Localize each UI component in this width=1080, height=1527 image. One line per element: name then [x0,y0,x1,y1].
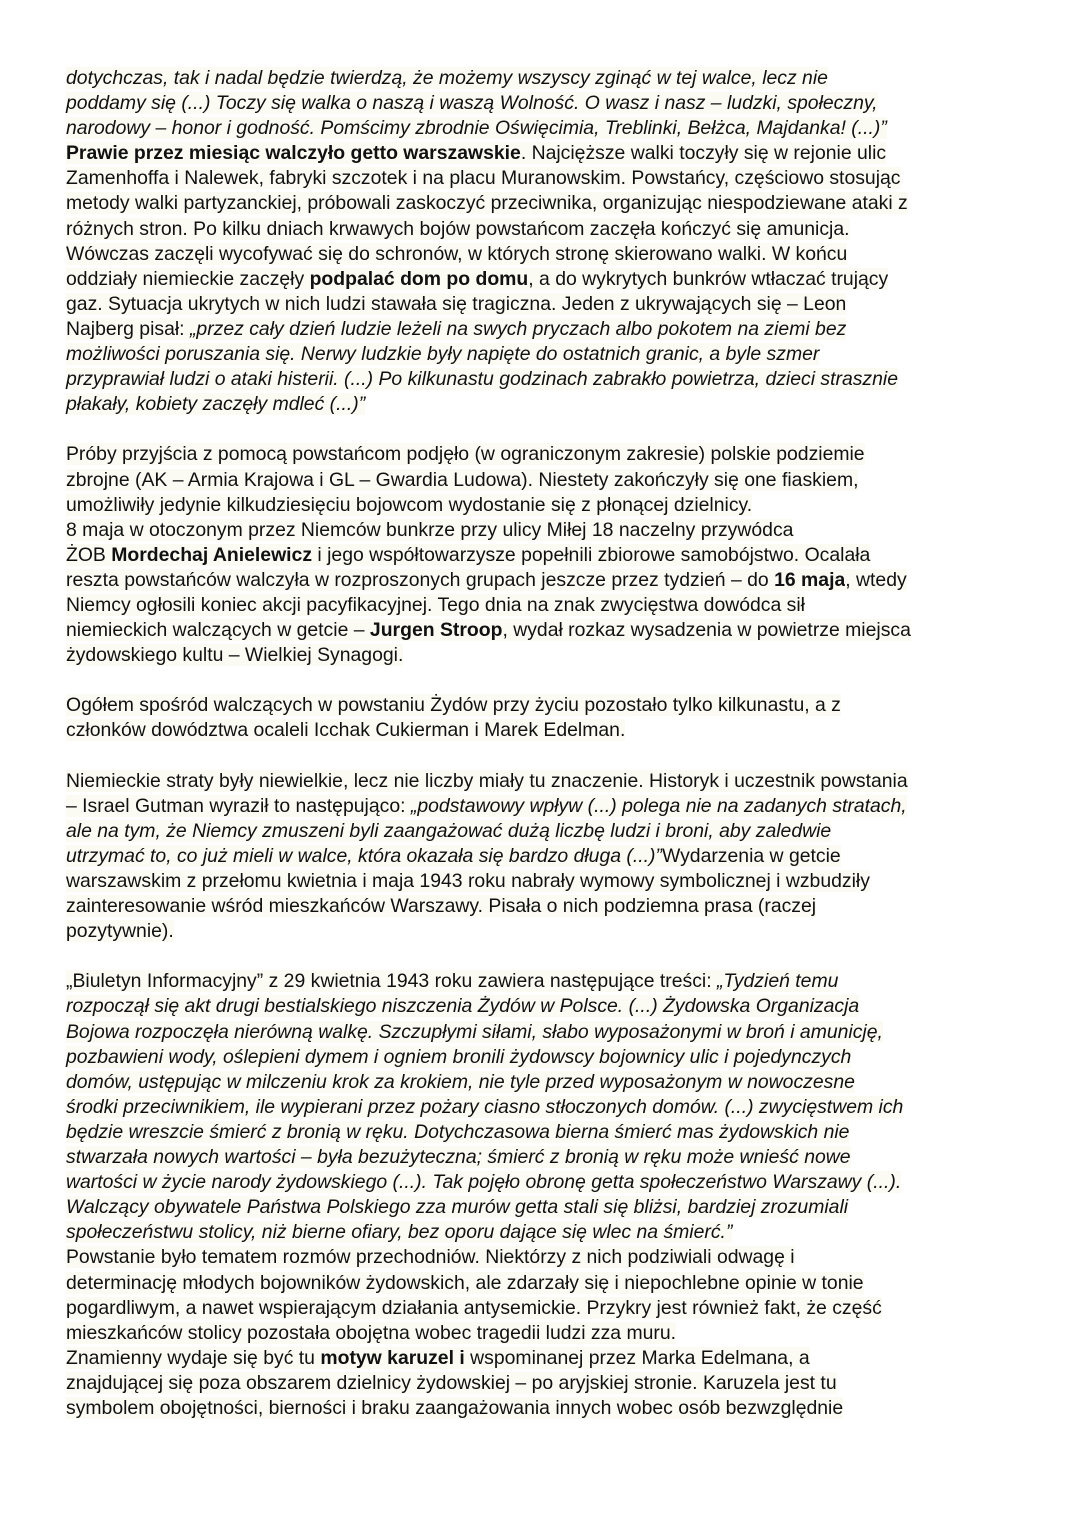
text-line [66,1170,911,1195]
body-text: zbrojne (AK – Armia Krajowa i GL – Gwardia Ludowa). Niestety zakończyły się one fiaskiem, [66,468,859,491]
body-text: znajdującej się poza obszarem dzielnicy żydowskiej – po aryjskiej stronie. Karuzela jest tu [66,1371,837,1394]
text-line [66,543,911,568]
italic-quote-text: narodowy – honor i godność. Pomścimy zbrodnie Oświęcimia, Treblinki, Bełżca, Majdanka! (...)” [66,117,887,140]
text-line [66,1120,911,1145]
bold-text: Prawie przez miesiąc walczyło getto warszawskie [66,142,521,165]
text-line [66,1220,911,1245]
body-text: „Biuletyn Informacyjny” z 29 kwietnia 1943 roku zawiera następujące treści: [66,970,717,993]
italic-quote-text: „przez cały dzień ludzie leżeli na swych pryczach albo pokotem na ziemi bez [189,317,847,340]
text-line [66,1371,911,1396]
body-text: . Najcięższe walki toczyły się w rejonie ulic [520,142,887,165]
bold-text: motyw karuzel i [320,1346,465,1369]
bold-text: 16 maja [774,568,846,591]
text-line [66,1271,911,1296]
text-line [66,994,911,1019]
body-text: determinację młodych bojowników żydowskich, ale zdarzały się i niepochlebne opinie w tonie [66,1271,864,1294]
italic-quote-text: domów, ustępując w milczeniu krok za krokiem, nie tyle przed wyposażonym w nowoczesne [66,1070,855,1093]
text-line [66,969,911,994]
body-text: 8 maja w otoczonym przez Niemców bunkrze przy ulicy Miłej 18 naczelny przywódca [66,518,794,541]
text-line [66,217,911,242]
body-text: żydowskiego kultu – Wielkiej Synagogi. [66,644,404,667]
body-text: Próby przyjścia z pomocą powstańcom podjęło (w ograniczonym zakresie) polskie podziemie [66,443,865,466]
text-line [66,693,911,718]
blank-line [66,417,911,442]
italic-quote-text: rozpoczął się akt drugi bestialskiego niszczenia Żydów w Polsce. (...) Żydowska Organizacja [66,995,860,1018]
text-line [66,1296,911,1321]
body-text: Znamienny wydaje się być tu [66,1346,321,1369]
body-text: Niemieckie straty były niewielkie, lecz nie liczby miały tu znaczenie. Historyk i uczestnik powstania [66,769,908,792]
text-line [66,116,911,141]
italic-quote-text: Walczący obywatele Państwa Polskiego zza murów getta stali się bliżsi, bardziej zrozumiali [66,1196,849,1219]
document-page [66,66,911,1421]
text-line [66,242,911,267]
text-line [66,1396,911,1421]
blank-line [66,944,911,969]
italic-quote-text: ale na tym, że Niemcy zmuszeni byli zaangażować dużą liczbę ludzi i broni, aby zaledwie [66,819,832,842]
italic-quote-text: dotychczas, tak i nadal będzie twierdzą, że możemy wszyscy zginąć w tej walce, lecz nie [66,67,828,89]
body-text: pogardliwym, a nawet wspierającym działania antysemickie. Przykry jest również fakt, że część [66,1296,882,1319]
body-text: Niemcy ogłosili koniec akcji pacyfikacyjnej. Tego dnia na znak zwycięstwa dowódca sił [66,593,805,616]
italic-quote-text: będzie wreszcie śmierć z bronią w ręku. Dotychczasowa bierna śmierć mas żydowskich nie [66,1120,850,1143]
text-line [66,718,911,743]
body-text: warszawskim z przełomu kwietnia i maja 1943 roku nabrały wymowy symbolicznej i wzbudziły [66,870,870,892]
body-text: Ogółem spośród walczących w powstaniu Żydów przy życiu pozostało tylko kilkunastu, a z [66,694,841,717]
italic-quote-text: stwarzała nowych wartości – była bezużyteczna; śmierć z bronią w ręku może wnieść nowe [66,1146,851,1169]
blank-line [66,744,911,769]
text-line [66,844,911,869]
text-line [66,1045,911,1070]
italic-quote-text: „Tydzień temu [716,970,839,993]
body-text: Wydarzenia w getcie [661,844,841,867]
text-line [66,618,911,643]
italic-quote-text: płakały, kobiety zaczęły mdleć (...)” [66,393,366,416]
body-text: Najberg pisał: [66,317,190,340]
body-text: reszta powstańców walczyła w rozproszonych grupach jeszcze przez tydzień – do [66,568,775,591]
text-line [66,518,911,543]
body-text: Powstanie było tematem rozmów przechodniów. Niektórzy z nich podziwiali odwagę i [66,1246,795,1269]
italic-quote-text: przyprawiał ludzi o ataki histerii. (...) Po kilkunastu godzinach zabrakło powietrza, dzieci strasznie [66,368,899,391]
body-text: zainteresowanie wśród mieszkańców Warszawy. Pisała o nich podziemna prasa (raczej [66,895,817,918]
text-line [66,367,911,392]
text-line [66,769,911,794]
italic-quote-text: „podstawowy wpływ (...) polega nie na zadanych stratach, [410,794,907,817]
body-text: Wówczas zaczęli wycofywać się do schronów, w których stronę skierowano walki. W końcu [66,242,848,265]
text-line [66,342,911,367]
text-line [66,568,911,593]
body-text: wspominanej przez Marka Edelmana, a [464,1346,810,1369]
bold-text: podpalać dom po domu [309,267,529,290]
bold-text: Jurgen Stroop [369,619,503,642]
body-text: oddziały niemieckie zaczęły [66,267,310,290]
body-text: metody walki partyzanckiej, próbowali zaskoczyć przeciwnika, organizując niespodziewane ataki z [66,192,908,215]
text-line [66,392,911,417]
text-line [66,267,911,292]
text-line [66,1195,911,1220]
text-line [66,1020,911,1045]
text-line [66,191,911,216]
body-text: i jego współtowarzysze popełnili zbiorowe samobójstwo. Ocalała [312,543,871,566]
text-line [66,442,911,467]
text-line [66,1346,911,1371]
italic-quote-text: środki przeciwnikiem, ile wypierani przez pożary ciasno stłoczonych domów. (...) zwycięstwem ich [66,1095,904,1118]
italic-quote-text: Bojowa rozpoczęła nierówną walkę. Szczupłymi siłami, słabo wyposażonymi w broń i amunicję, [66,1020,883,1043]
text-line [66,292,911,317]
text-line [66,1321,911,1346]
text-line [66,894,911,919]
body-text: umożliwiły jedynie kilkudziesięciu bojowcom wydostanie się z płonącej dzielnicy. [66,493,753,516]
italic-quote-text: społeczeństwu stolicy, niż bierne ofiary, bez oporu dające się wlec na śmierć.” [66,1221,733,1244]
body-text: mieszkańców stolicy pozostała obojętna wobec tragedii ludzi zza muru. [66,1321,677,1344]
italic-quote-text: możliwości poruszania się. Nerwy ludzkie były napięte do ostatnich granic, a byle szmer [66,343,820,366]
text-line [66,1070,911,1095]
text-line [66,91,911,116]
italic-quote-text: wartości w życie narody żydowskiego (...). Tak pojęło obronę getta społeczeństwo Warszawy (...). [66,1171,902,1194]
blank-line [66,668,911,693]
body-text: , wtedy [845,568,907,591]
text-line [66,643,911,668]
body-text: różnych stron. Po kilku dniach krwawych bojów powstańcom zaczęła kończyć się amunicja. [66,217,850,240]
text-line [66,593,911,618]
body-text: symbolem obojętności, bierności i braku zaangażowania innych wobec osób bezwzględnie [66,1396,844,1419]
text-line [66,493,911,518]
text-line [66,794,911,819]
italic-quote-text: utrzymać to, co już mieli w walce, która okazała się bardzo długa (...)” [66,844,662,867]
text-line [66,317,911,342]
text-line [66,869,911,894]
body-text: członków dowództwa ocaleli Icchak Cukierman i Marek Edelman. [66,719,626,742]
bold-text: Mordechaj Anielewicz [111,543,313,566]
text-line [66,166,911,191]
body-text: , wydał rozkaz wysadzenia w powietrze miejsca [502,619,911,642]
body-text: , a do wykrytych bunkrów wtłaczać trujący [528,267,889,290]
text-line [66,1095,911,1120]
text-line [66,1245,911,1270]
body-text: Zamenhoffa i Nalewek, fabryki szczotek i na placu Muranowskim. Powstańcy, częściowo stosując [66,167,901,190]
text-line [66,919,911,944]
body-text: niemieckich walczących w getcie – [66,619,370,642]
body-text: ŻOB [66,543,112,566]
body-text: gaz. Sytuacja ukrytych w nich ludzi stawała się tragiczna. Jeden z ukrywających się – Leon [66,292,847,315]
italic-quote-text: poddamy się (...) Toczy się walka o naszą i waszą Wolność. O wasz i nasz – ludzki, społeczny, [66,92,878,115]
text-line [66,819,911,844]
text-line [66,468,911,493]
text-line [66,66,911,91]
body-text: – Israel Gutman wyraził to następująco: [66,794,411,817]
text-line [66,1145,911,1170]
body-text: pozytywnie). [66,920,174,943]
italic-quote-text: pozbawieni wody, oślepieni dymem i ogniem bronili żydowscy bojownicy ulic i pojedynczych [66,1045,852,1068]
text-line [66,141,911,166]
